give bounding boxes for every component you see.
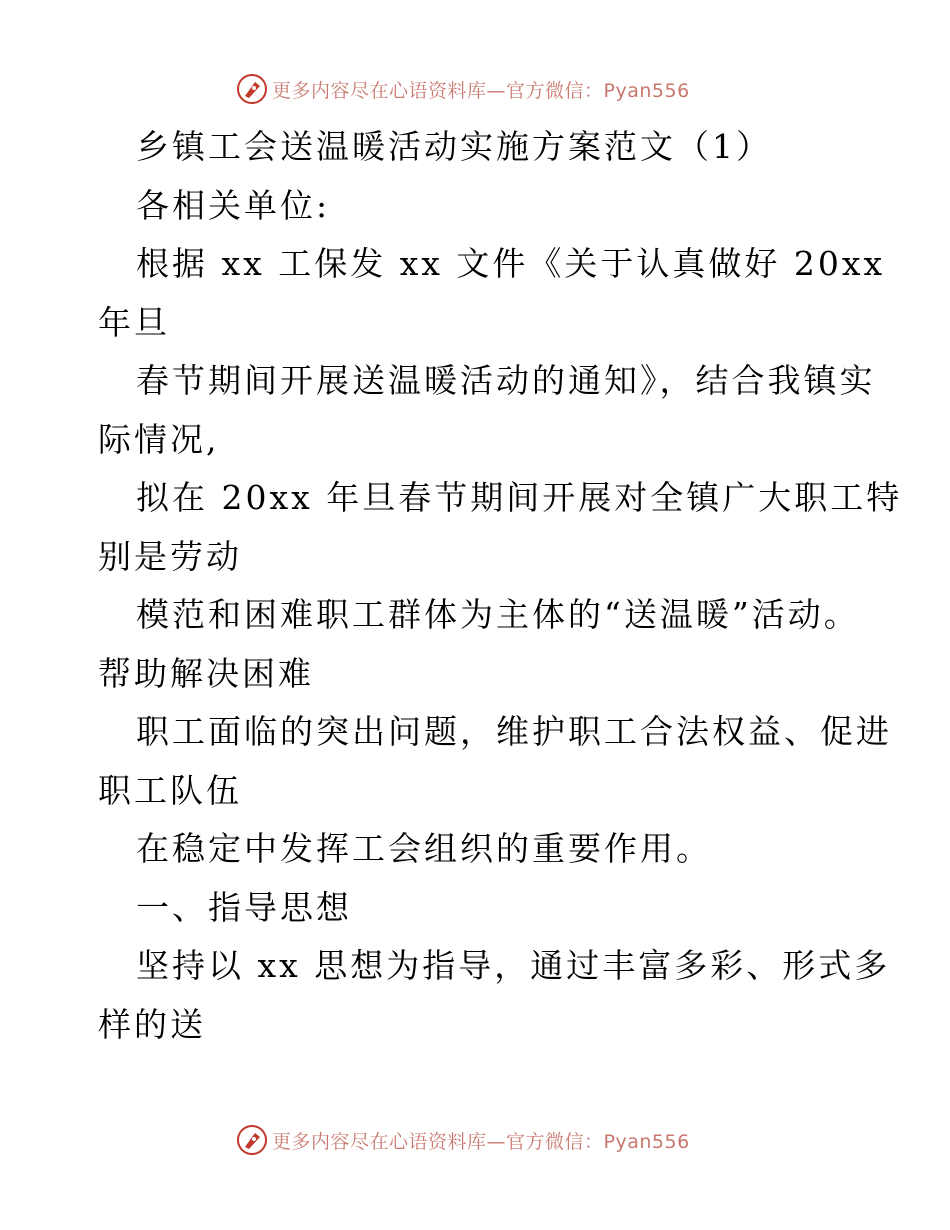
doc-line: 帮助解决困难	[98, 653, 314, 693]
doc-line: 职工队伍	[98, 770, 242, 810]
doc-line: 年旦	[98, 302, 170, 342]
doc-line: 拟在 20xx 年旦春节期间开展对全镇广大职工特	[136, 478, 903, 517]
doc-line: 各相关单位:	[136, 185, 331, 225]
doc-line: 春节期间开展送温暖活动的通知》，结合我镇实	[136, 361, 876, 400]
header-watermark	[236, 72, 690, 106]
doc-line: 样的送	[98, 1004, 206, 1044]
watermark-text: 更多内容尽在心语资料库—官方微信：Pyan556	[272, 1130, 690, 1153]
footer-watermark	[236, 1123, 690, 1157]
section-heading: 一、指导思想	[136, 887, 352, 927]
doc-title: 乡镇工会送温暖活动实施方案范文（1）	[136, 127, 772, 166]
pen-nib-logo-icon	[236, 73, 268, 105]
pen-nib-logo-icon	[236, 1124, 268, 1156]
doc-line: 坚持以 xx 思想为指导，通过丰富多彩、形式多	[136, 946, 891, 985]
doc-line: 模范和困难职工群体为主体的“送温暖”活动。	[136, 595, 860, 634]
doc-line: 际情况,	[98, 419, 220, 459]
doc-line: 在稳定中发挥工会组织的重要作用。	[136, 829, 712, 868]
document-body	[98, 118, 903, 1054]
doc-line: 根据 xx 工保发 xx 文件《关于认真做好 20xx	[136, 244, 886, 283]
doc-line: 职工面临的突出问题，维护职工合法权益、促进	[136, 712, 892, 751]
doc-line: 别是劳动	[98, 536, 242, 576]
watermark-text: 更多内容尽在心语资料库—官方微信：Pyan556	[272, 79, 690, 102]
